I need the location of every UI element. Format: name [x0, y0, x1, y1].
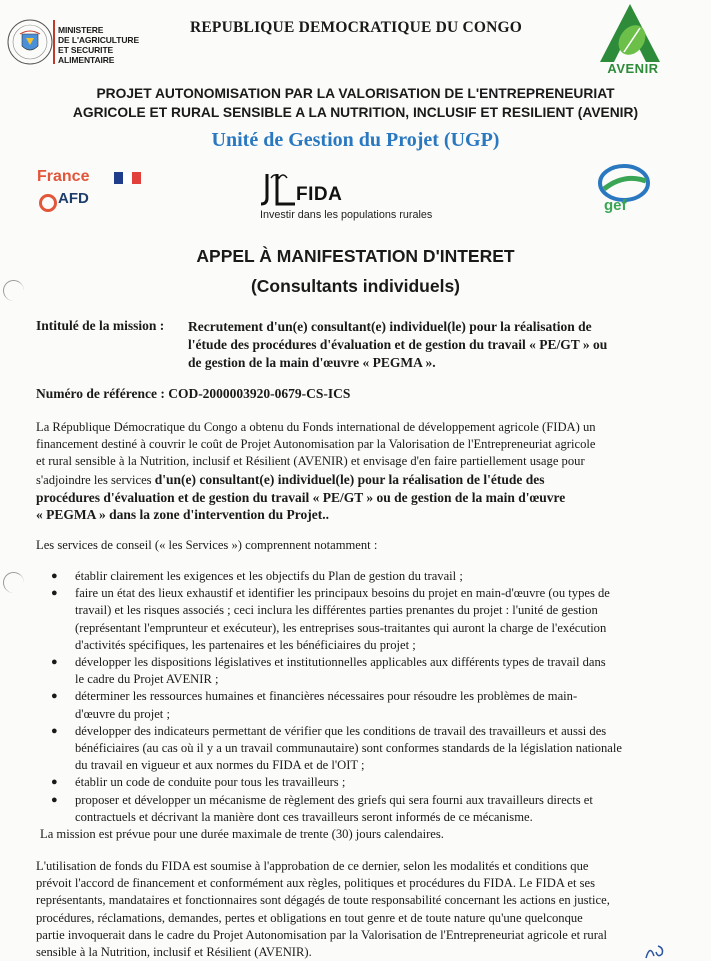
list-item-line: le cadre du Projet AVENIR ;: [75, 672, 219, 687]
conditions-line-2: prévoit l'accord de financement et conformément aux règles, politiques et procédures du FIDA. Le FIDA et ses: [36, 876, 596, 891]
document-subtitle: (Consultants individuels): [250, 276, 461, 296]
list-item-line: bénéficiaires (au cas où il y a un travail communautaire) sont conformes standards de la législation nationale: [75, 741, 622, 756]
list-item: ● développer les dispositions législatives et institutionnelles applicables aux différents types de travail dans le cadre du Projet AVENIR ;: [48, 654, 688, 688]
list-item: ● établir un code de conduite pour tous les travailleurs ;: [48, 774, 688, 791]
mission-description: [188, 318, 678, 372]
project-line-1: PROJET AUTONOMISATION PAR LA VALORISATION DE L'ENTREPRENEURIAT: [96, 86, 615, 101]
services-intro: Les services de conseil (« les Services ») comprennent notamment :: [36, 538, 378, 552]
document-title: APPEL À MANIFESTATION D'INTERET: [196, 246, 515, 266]
afd-ring-icon: [38, 193, 58, 213]
mission-line-1: Recrutement d'un(e) consultant(e) individuel(le) pour la réalisation de: [188, 319, 592, 334]
intro-line-3: et rural sensible à la Nutrition, inclusif et Résilient (AVENIR) et envisage d'en faire partiellement usage pour: [36, 454, 585, 469]
conditions-line-3: représentants, mandataires et fonctionnaires sont dégagés de toute responsabilité concernant les actions en justice,: [36, 893, 610, 908]
unit-title: Unité de Gestion du Projet (UGP): [211, 129, 500, 151]
fida-logo-text: FIDA: [296, 184, 343, 205]
ministry-name: [58, 25, 168, 65]
list-item-line: travail) et les risques associés ; ceci inclura les différentes parties prenantes du projet : l'unité de gestion: [75, 603, 598, 618]
fida-logo-icon: [259, 170, 299, 206]
list-item-line: faire un état des lieux exhaustif et identifier les principaux besoins du projet en main-d'œuvre (ou types de: [75, 586, 610, 601]
punch-hole-mark: [3, 280, 24, 301]
list-item-line: contractuels et décrivant la manière dont ces travailleurs seront informés de ce mécanisme.: [75, 809, 533, 824]
punch-hole-mark: [3, 572, 24, 593]
gef-logo-text: gef: [604, 197, 627, 214]
ministry-line-2: DE L'AGRICULTURE: [58, 35, 140, 45]
mission-duration: La mission est prévue pour une durée maximale de trente (30) jours calendaires.: [40, 827, 444, 841]
conditions-line-5: partie invoquerait dans le cadre du Projet Autonomisation par la Valorisation de l'Entrepreneuriat agricole et rural: [36, 927, 608, 942]
project-name: [20, 84, 691, 122]
mission-line-3: de gestion de la main d'œuvre « PEGMA ».: [188, 355, 436, 370]
drc-coat-of-arms-seal: [4, 8, 54, 74]
intro-bold-line-1: procédures d'évaluation et de gestion du travail « PE/GT » ou de gestion de la main d'œuvre: [36, 489, 566, 505]
list-item-line: développer les dispositions législatives et institutionnelles applicables aux différents types de travail dans: [75, 655, 606, 670]
mission-line-2: l'étude des procédures d'évaluation et de gestion du travail « PE/GT » ou: [188, 337, 608, 352]
list-item: ● établir clairement les exigences et les objectifs du Plan de gestion du travail ;: [48, 568, 688, 585]
intro-line-1: La République Démocratique du Congo a obtenu du Fonds international de développement agricole (FIDA) un: [36, 420, 596, 434]
ministry-line-1: MINISTERE: [58, 25, 104, 35]
list-item: ● faire un état des lieux exhaustif et identifier les principaux besoins du projet en main-d'œuvre (ou types de travail) et les risques associés ; ceci inclura les différentes parties prenantes du projet : l'unité de gestion (représentant l'emprunteur et exécuteur), les entreprises sous-traitantes qui auront la charge de l'exécution d'activités spécifiques, les partenaires et les bénéficiaires du projet ;: [48, 585, 688, 654]
intro-line-4-normal: s'adjoindre les services: [36, 472, 155, 487]
list-item-line: (représentant l'emprunteur et exécuteur), les entreprises sous-traitantes qui auront la charge de l'exécution: [75, 620, 607, 635]
project-line-2: AGRICOLE ET RURAL SENSIBLE A LA NUTRITION, INCLUSIF ET RESILIENT (AVENIR): [72, 105, 639, 120]
avenir-logo-text: AVENIR: [607, 61, 659, 76]
conditions-line-1: L'utilisation de fonds du FIDA est soumise à l'approbation de ce dernier, selon les modalités et conditions que: [36, 859, 589, 873]
list-item: ● développer des indicateurs permettant de vérifier que les conditions de travail des travailleurs et aussi des bénéficiaires (au cas où il y a un travail communautaire) sont conformes standards de la législation nationale du travail en vigueur et aux normes du FIDA et de l'OIT ;: [48, 723, 688, 775]
mission-label: Intitulé de la mission :: [36, 318, 165, 333]
list-item-line: établir clairement les exigences et les objectifs du Plan de gestion du travail ;: [75, 569, 463, 583]
fida-conditions-paragraph: [36, 858, 679, 961]
list-item-line: du travail en vigueur et aux normes du FIDA et de l'OIT ;: [75, 758, 365, 773]
reference-number: Numéro de référence : COD-2000003920-0679-CS-ICS: [36, 386, 351, 401]
conditions-line-6: sensible à la Nutrition, inclusif et Résilient (AVENIR).: [36, 945, 312, 960]
list-item-line: développer des indicateurs permettant de vérifier que les conditions de travail des travailleurs et aussi des: [75, 723, 607, 738]
fida-tagline: Investir dans les populations rurales: [260, 209, 433, 221]
list-item-line: proposer et développer un mécanisme de règlement des griefs qui sera fourni aux travailleurs directs et: [75, 792, 593, 807]
french-flag-icon: [114, 172, 141, 184]
conditions-line-4: procédures, réclamations, demandes, pertes et obligations en tout genre et de toute nature qu'une quelconque: [36, 910, 583, 925]
ministry-line-3: ET SECURITE ALIMENTAIRE: [58, 45, 115, 65]
list-item-line: établir un code de conduite pour tous les travailleurs ;: [75, 775, 346, 790]
ministry-divider: [53, 20, 55, 64]
list-item: ● proposer et développer un mécanisme de règlement des griefs qui sera fourni aux travailleurs directs et contractuels et décrivant la manière dont ces travailleurs seront informés de ce mécanisme.: [48, 792, 688, 826]
list-item-line: d'activités spécifiques, les partenaires et les bénéficiaires du projet ;: [75, 637, 416, 652]
intro-line-4: [36, 471, 679, 489]
list-item-line: déterminer les ressources humaines et financières nécessaires pour résoudre les problèmes de main-: [75, 689, 578, 704]
list-item: ● déterminer les ressources humaines et financières nécessaires pour résoudre les problèmes de main- d'œuvre du projet ;: [48, 688, 688, 722]
services-list: [48, 568, 688, 826]
france-logo-text: France: [37, 168, 90, 185]
intro-bold-line-2: « PEGMA » dans la zone d'intervention du Projet..: [36, 507, 330, 523]
republic-title: REPUBLIQUE DEMOCRATIQUE DU CONGO: [190, 19, 523, 36]
intro-paragraph: [36, 419, 679, 523]
intro-line-2: financement destiné à couvrir le coût de Projet Autonomisation par la Valorisation de l'Entrepreneuriat agricole: [36, 437, 596, 452]
handwritten-initials: [644, 942, 668, 960]
afd-logo-text: AFD: [58, 190, 89, 207]
intro-line-4-bold: d'un(e) consultant(e) individuel(le) pour la réalisation de l'étude des: [154, 471, 545, 487]
list-item-line: d'œuvre du projet ;: [75, 706, 170, 721]
